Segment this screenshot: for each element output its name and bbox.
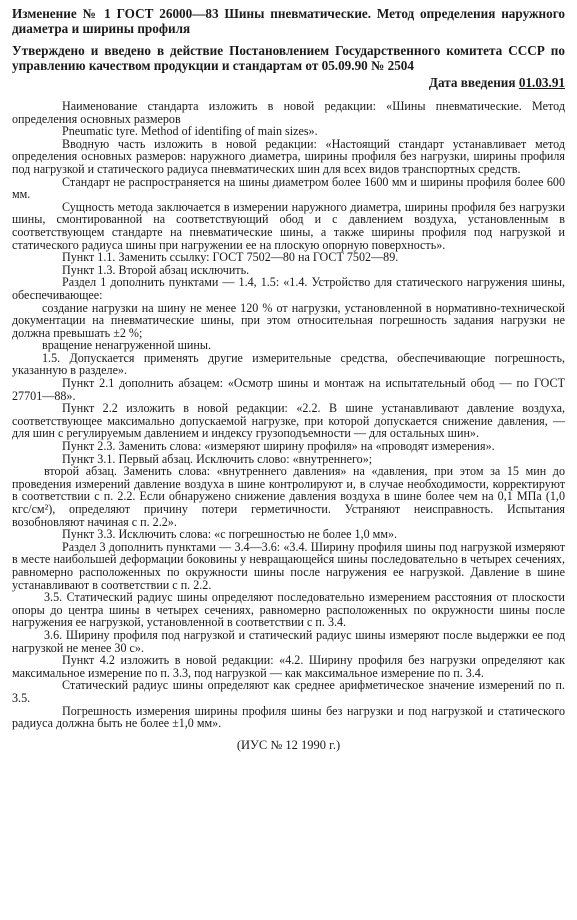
paragraph: Стандарт не распространяется на шины диаметром более 1600 мм и ширины профиля более 600 мм. — [12, 174, 565, 202]
paragraph: Пункт 2.2 изложить в новой редакции: «2.2. В шине устанавливают давление воздуха, соответствующее максимально допускаемой нагрузке, при которой допускается снижение давления, — для шин с регулируемым давлением и индексу грузоподъемности — для остальных шин». — [12, 401, 565, 441]
paragraph: Pneumatic tyre. Method of identifing of main sizes». — [62, 124, 318, 139]
effective-date-value: 01.03.91 — [518, 75, 565, 90]
paragraph: Пункт 3.1. Первый абзац. Исключить слово: «внутреннего»; — [62, 451, 373, 466]
paragraph: Пункт 2.1 дополнить абзацем: «Осмотр шины и монтаж на испытательный обод — по ГОСТ 27701—88». — [12, 376, 565, 403]
effective-date — [12, 75, 565, 90]
paragraph: Пункт 1.3. Второй абзац исключить. — [62, 262, 250, 277]
paragraph: Погрешность измерения ширины профиля шины без нагрузки и под нагрузкой и статического радиуса должна быть не более ±1,0 мм». — [12, 703, 565, 731]
paragraph: 1.5. Допускается применять другие измерительные средства, обеспечивающие погрешность, указанную в разделе». — [12, 350, 565, 378]
paragraph: Пункт 1.1. Заменить ссылку: ГОСТ 7502—80 на ГОСТ 7502—89. — [62, 250, 399, 265]
paragraph: Раздел 3 дополнить пунктами — 3.4—3.6: «3.4. Ширину профиля шины под нагрузкой измеряют в месте наибольшей деформации боковины у невращающейся шины последовательно в четырех сечениях, равномерно расположенных по окружности шины после нагружения ее нагрузкой. Давление в шине устанавливают в соответствии с п. 2.2. — [12, 539, 565, 592]
paragraph: Вводную часть изложить в новой редакции: «Настоящий стандарт устанавливает метод определения основных размеров: наружного диаметра, ширины профиля без нагрузки, ширины профиля под нагрузкой и статического радиуса пневматических шин для всех видов транспортных средств. — [12, 136, 565, 176]
paragraph: вращение ненагруженной шины. — [42, 338, 212, 353]
paragraph: 3.6. Ширину профиля под нагрузкой и статический радиус шины измеряют после выдержки ее под нагрузкой не менее 30 с». — [12, 627, 565, 655]
bulletin-reference: (ИУС № 12 1990 г.) — [236, 737, 341, 752]
paragraph: Наименование стандарта изложить в новой редакции: «Шины пневматические. Метод определения основных размеров — [12, 99, 565, 126]
paragraph: Пункт 4.2 изложить в новой редакции: «4.2. Ширину профиля без нагрузки определяют как максимальное измерение по п. 3.3, под нагрузкой — как максимальное измерение по п. 3.4. — [12, 653, 565, 680]
paragraph: создание нагрузки на шину не менее 120 % от нагрузки, установленной в нормативно-технической документации на пневматические шины, при этом относительная погрешность задания нагрузки не должна превышать ±2 %; — [12, 300, 565, 340]
paragraph: Пункт 3.3. Исключить слова: «с погрешностью не более 1,0 мм». — [62, 527, 398, 542]
effective-date-label: Дата введения — [428, 75, 516, 90]
amendment-title: Изменение № 1 ГОСТ 26000—83 Шины пневматические. Метод определения наружного диаметра и ширины профиля — [12, 6, 565, 36]
paragraph: Пункт 2.3. Заменить слова: «измеряют ширину профиля» на «проводят измерения». — [62, 439, 495, 454]
paragraph: Сущность метода заключается в измерении наружного диаметра, ширины профиля без нагрузки шины, смонтированной на соответствующий обод и с давлением воздуха, установленным в соответствующем стандарте на пневматические шины, а также ширины профиля под нагрузкой и статического радиуса шины при нагружении ее на плоскую опорную поверхность». — [12, 199, 565, 252]
paragraph: второй абзац. Заменить слова: «внутреннего давления» на «давления, при этом за 15 мин до проведения измерений давление воздуха в шине контролируют и, в случае необходимости, корректируют в соответствии с п. 2.2. Если обнаружено снижение давления воздуха в шине более чем на 0,1 МПа (1,0 кгс/см²), определяют причину потери герметичности. Устраняют неисправность. Испытания возобновляют начиная с п. 2.2». — [12, 464, 565, 529]
document-body — [12, 100, 565, 730]
paragraph: 3.5. Статический радиус шины определяют последовательно измерением расстояния от плоскости опоры до центра шины в четырех сечениях, равномерно расположенных по окружности шины после нагружения ее нагрузкой, установленной в соответствии с п. 3.4. — [12, 590, 565, 630]
approval-statement: Утверждено и введено в действие Постановлением Государственного комитета СССР по управлению качеством продукции и стандартам от 05.09.90 № 2504 — [12, 43, 565, 73]
paragraph: Статический радиус шины определяют как среднее арифметическое значение измерений по п. 3.5. — [12, 678, 565, 705]
paragraph: Раздел 1 дополнить пунктами — 1.4, 1.5: «1.4. Устройство для статического нагружения шины, обеспечивающее: — [12, 275, 565, 302]
